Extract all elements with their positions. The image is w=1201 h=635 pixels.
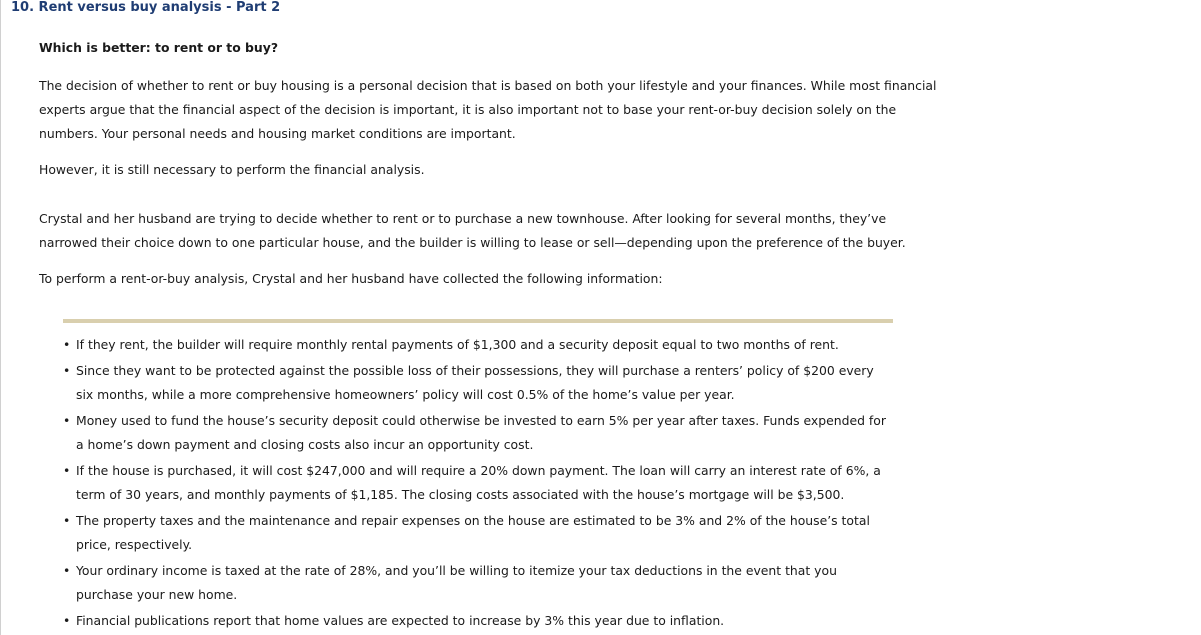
list-item bbox=[63, 409, 893, 457]
page-title: 10. Rent versus buy analysis - Part 2 bbox=[11, 0, 281, 15]
list-item bbox=[63, 459, 893, 507]
scenario-paragraph: Crystal and her husband are trying to decide whether to rent or to purchase a new townhouse. After looking for several months, they’ve narrowed their choice down to one particular house, and the builder is willing to lease or sell—depending upon the preference of the buyer. bbox=[39, 211, 906, 250]
bullet-icon: • bbox=[63, 363, 71, 378]
list-item-text: Your ordinary income is taxed at the rate of 28%, and you’ll be willing to itemize your tax deductions in the event that you purchase your new home. bbox=[76, 563, 837, 602]
info-intro-paragraph: To perform a rent-or-buy analysis, Crystal and her husband have collected the following information: bbox=[39, 271, 663, 286]
list-item-text: Since they want to be protected against the possible loss of their possessions, they will purchase a renters’ policy of $200 every six months, while a more comprehensive homeowners’ policy will cost 0.5% of the home’s value per year. bbox=[76, 363, 874, 402]
left-border bbox=[0, 0, 1, 635]
bullet-icon: • bbox=[63, 413, 71, 428]
list-item-text: Money used to fund the house’s security deposit could otherwise be invested to earn 5% per year after taxes. Funds expended for a home’s down payment and closing costs also incur an opportunity cost. bbox=[76, 413, 886, 452]
info-box bbox=[63, 319, 893, 635]
section-heading: Which is better: to rent or to buy? bbox=[39, 40, 279, 55]
list-item bbox=[63, 559, 893, 607]
list-item bbox=[63, 359, 893, 407]
list-item bbox=[63, 609, 893, 633]
list-item-text: Financial publications report that home values are expected to increase by 3% this year due to inflation. bbox=[76, 613, 725, 628]
list-item-text: If the house is purchased, it will cost $247,000 and will require a 20% down payment. The loan will carry an interest rate of 6%, a term of 30 years, and monthly payments of $1,185. The closing costs associated with the house’s mortgage will be $3,500. bbox=[76, 463, 881, 502]
list-item-text: If they rent, the builder will require monthly rental payments of $1,300 and a security deposit equal to two months of rent. bbox=[76, 337, 839, 352]
bullet-icon: • bbox=[63, 513, 71, 528]
main-content bbox=[39, 38, 1189, 303]
list-item bbox=[63, 333, 893, 357]
bullet-icon: • bbox=[63, 463, 71, 478]
info-list bbox=[63, 333, 893, 633]
intro-paragraph: The decision of whether to rent or buy housing is a personal decision that is based on both your lifestyle and your finances. While most financial experts argue that the financial aspect of the decision is important, it is also important not to base your rent-or-buy decision solely on the numbers. Your personal needs and housing market conditions are important. bbox=[39, 78, 937, 141]
bullet-icon: • bbox=[63, 337, 71, 352]
info-box-rule bbox=[63, 319, 893, 323]
bullet-icon: • bbox=[63, 613, 71, 628]
list-item-text: The property taxes and the maintenance and repair expenses on the house are estimated to be 3% and 2% of the house’s total price, respectively. bbox=[76, 513, 870, 552]
bullet-icon: • bbox=[63, 563, 71, 578]
list-item bbox=[63, 509, 893, 557]
analysis-paragraph: However, it is still necessary to perform the financial analysis. bbox=[39, 162, 425, 177]
